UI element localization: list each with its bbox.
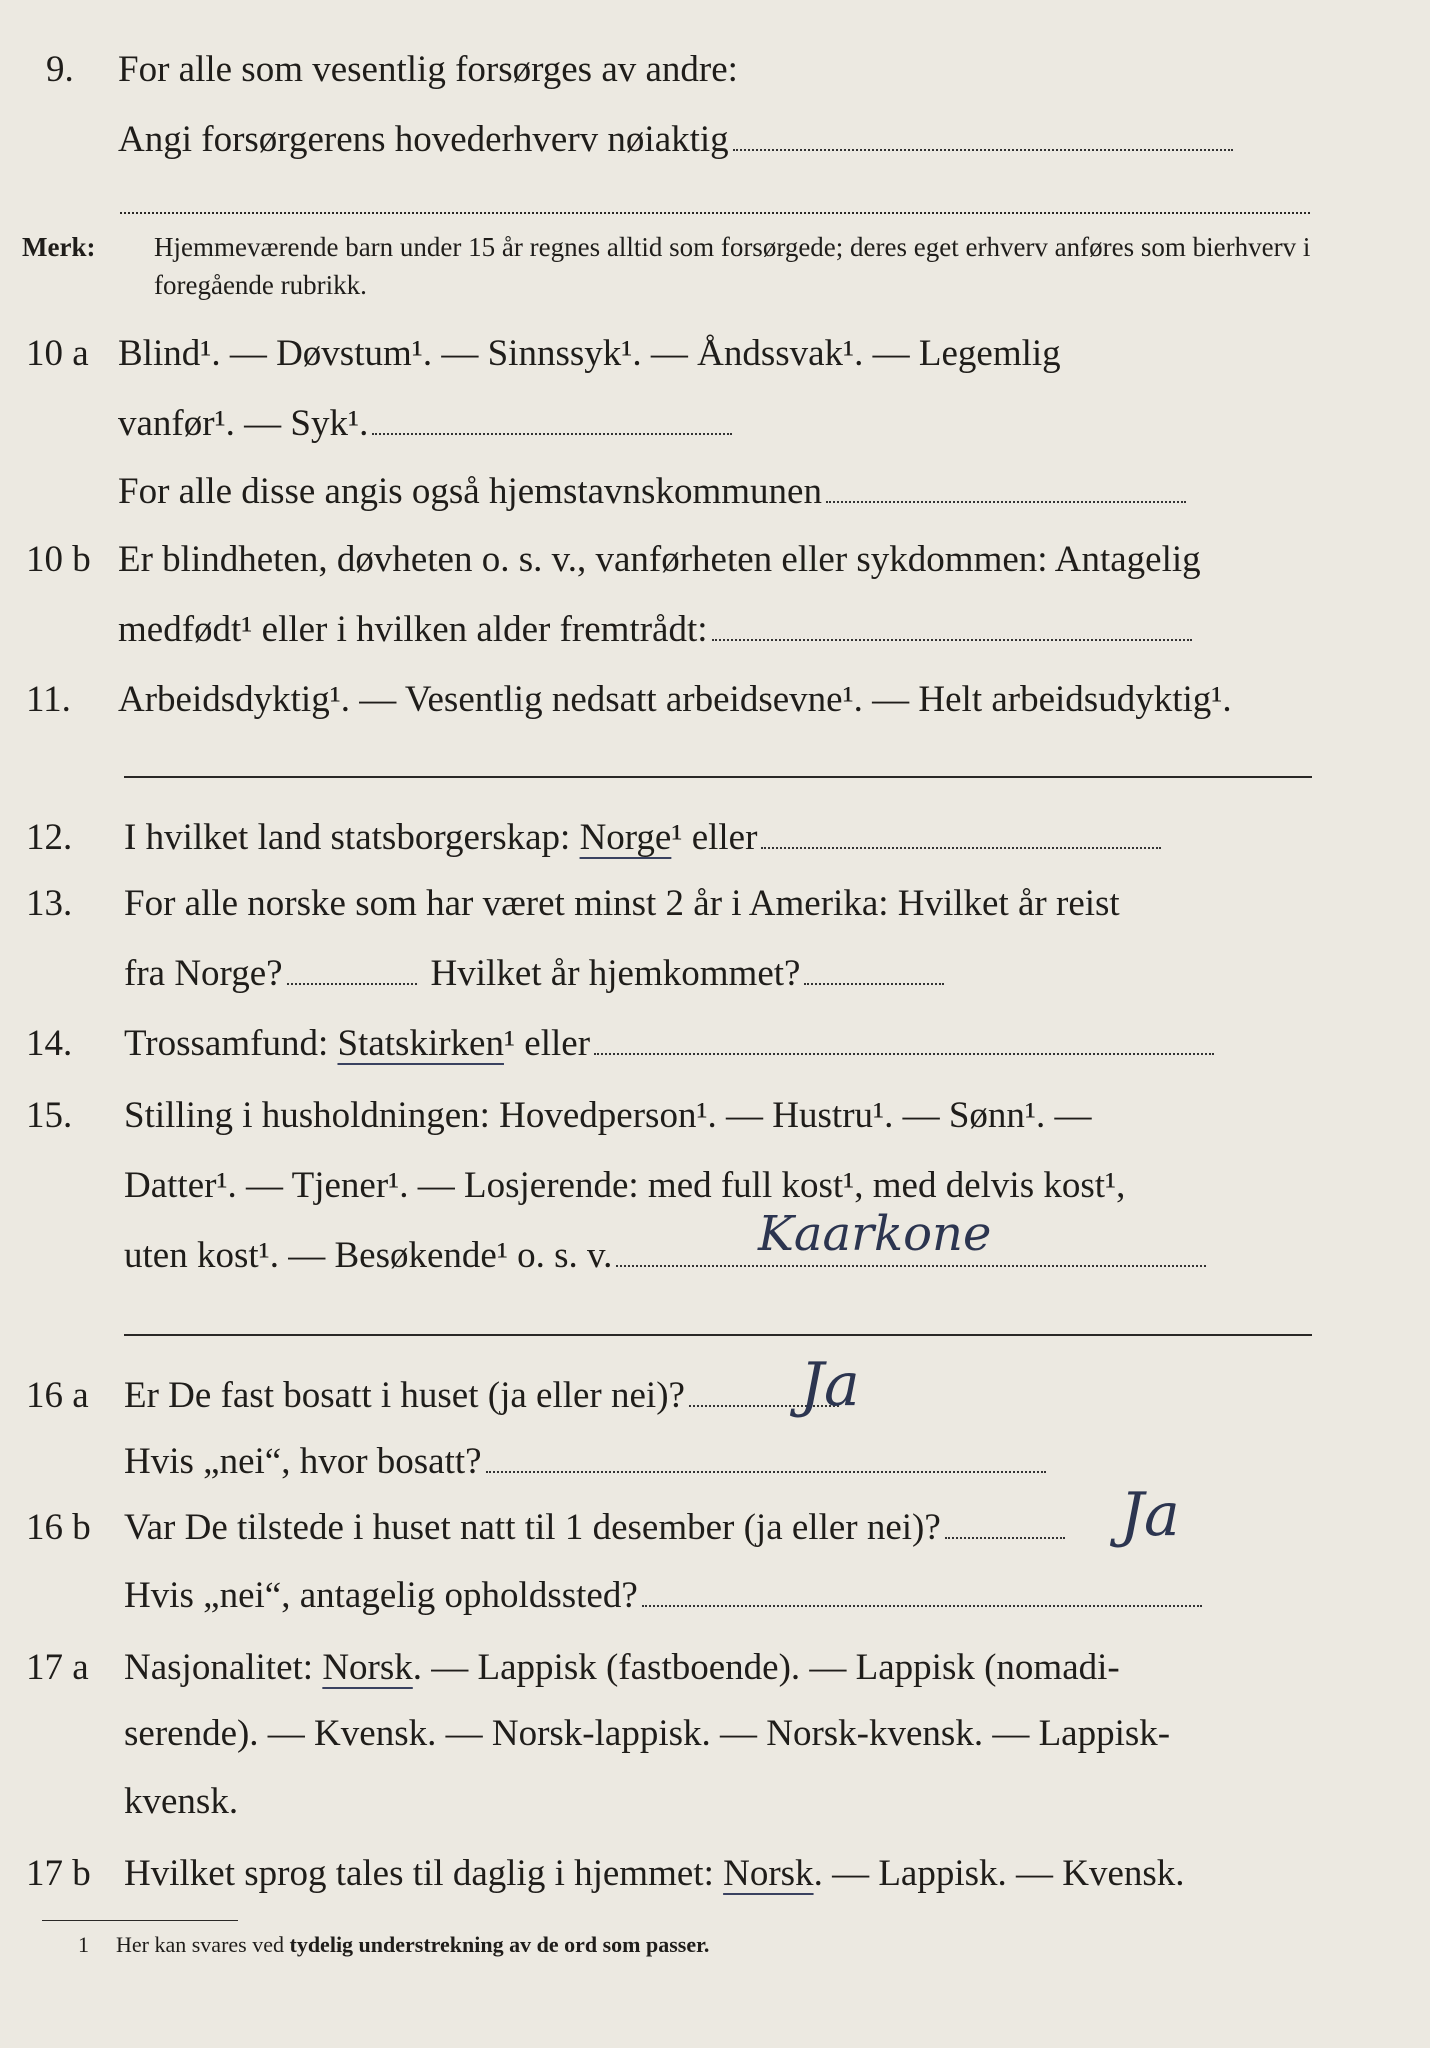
- item-10a-line2: [0, 394, 1430, 454]
- answer-field[interactable]: [826, 500, 1186, 503]
- item-text: Var De tilstede i huset natt til 1 desember (ja eller nei)?: [124, 1507, 941, 1548]
- item-16a-line1: [0, 1366, 1430, 1426]
- answer-field[interactable]: [486, 1470, 1046, 1473]
- item-text: fra Norge?: [124, 953, 283, 994]
- section-divider: [124, 1334, 1312, 1336]
- item-16a-line2: [0, 1432, 1430, 1492]
- item-text: Er blindheten, døvheten o. s. v., vanførheten eller sykdommen: Antagelig: [118, 539, 1201, 580]
- item-16b-line1: [0, 1498, 1430, 1558]
- item-text: Hvis „nei“, hvor bosatt?: [124, 1441, 482, 1482]
- answer-field[interactable]: [804, 982, 944, 985]
- item-15-line2: [0, 1156, 1430, 1216]
- item-10b-line2: [0, 600, 1430, 660]
- item-text: kvensk.: [124, 1781, 239, 1822]
- answer-field[interactable]: [616, 1264, 1206, 1267]
- item-text: Datter¹. — Tjener¹. — Losjerende: med full kost¹, med delvis kost¹,: [124, 1165, 1126, 1206]
- item-number: 16 b: [26, 1507, 91, 1548]
- underlined-answer: Statskirken: [337, 1023, 504, 1064]
- item-number: 13.: [26, 883, 73, 924]
- item-text: medfødt¹ eller i hvilken alder fremtrådt:: [118, 609, 708, 650]
- item-text: Hvis „nei“, antagelig opholdssted?: [124, 1575, 638, 1616]
- item-text: vanfør¹. — Syk¹.: [118, 403, 369, 444]
- item-10a-line3: [0, 462, 1430, 522]
- answer-field[interactable]: [761, 846, 1161, 849]
- item-16b-line2: [0, 1566, 1430, 1626]
- item-text: Stilling i husholdningen: Hovedperson¹. — Hustru¹. — Sønn¹. —: [124, 1095, 1092, 1136]
- item-number: 9.: [46, 49, 74, 90]
- underlined-answer: Norsk: [322, 1647, 413, 1688]
- note-text: Hjemmeværende barn under 15 år regnes alltid som forsørgede; deres eget erhverv anføres som bierhverv i foregående rubrikk.: [154, 232, 1311, 300]
- answer-field[interactable]: [642, 1604, 1202, 1607]
- item-number: 12.: [26, 817, 73, 858]
- item-text: Angi forsørgerens hovederhverv nøiaktig: [118, 119, 729, 160]
- answer-field[interactable]: [945, 1536, 1065, 1539]
- answer-field-line[interactable]: [120, 212, 1310, 214]
- footnote-text: Her kan svares ved: [116, 1932, 290, 1957]
- item-9-line1: [0, 40, 1430, 100]
- item-17a-line1: [0, 1638, 1430, 1698]
- item-15-line3: [0, 1226, 1430, 1286]
- item-number: 17 b: [26, 1853, 91, 1894]
- footnote-emphasis: tydelig understrekning av de ord som passer.: [289, 1932, 710, 1957]
- item-10a-line1: [0, 324, 1430, 384]
- section-divider: [124, 776, 1312, 778]
- item-number: 16 a: [26, 1375, 89, 1416]
- answer-field[interactable]: [712, 638, 1192, 641]
- item-9-line2: [0, 110, 1430, 170]
- footnote-divider: [42, 1920, 238, 1921]
- item-10b-line1: [0, 530, 1430, 590]
- item-text: serende). — Kvensk. — Norsk-lappisk. — Norsk-kvensk. — Lappisk-: [124, 1713, 1171, 1754]
- footnote-mark: 1: [78, 1932, 89, 1957]
- item-text: ¹ eller: [671, 817, 758, 858]
- item-text: uten kost¹. — Besøkende¹ o. s. v.: [124, 1235, 613, 1276]
- handwritten-answer: Ja: [1120, 1480, 1180, 1550]
- item-number: 14.: [26, 1023, 73, 1064]
- answer-field[interactable]: [287, 982, 417, 985]
- item-text: Nasjonalitet:: [124, 1647, 323, 1688]
- underlined-answer: Norsk: [723, 1853, 814, 1894]
- item-17a-line2: [0, 1704, 1430, 1764]
- item-text: Trossamfund:: [124, 1023, 338, 1064]
- item-number: 10 b: [26, 539, 91, 580]
- handwritten-answer: Ja: [800, 1350, 860, 1420]
- note-label: Merk:: [22, 232, 96, 262]
- item-text: I hvilket land statsborgerskap:: [124, 817, 580, 858]
- item-text: For alle norske som har været minst 2 år i Amerika: Hvilket år reist: [124, 883, 1120, 924]
- item-17b: [0, 1844, 1430, 1904]
- item-15-line1: [0, 1086, 1430, 1146]
- item-text: For alle som vesentlig forsørges av andre:: [118, 49, 738, 90]
- item-13-line2: [0, 944, 1430, 1004]
- item-number: 10 a: [26, 333, 89, 374]
- answer-field[interactable]: [594, 1052, 1214, 1055]
- underlined-answer: Norge: [579, 817, 672, 858]
- item-text: Hvilket sprog tales til daglig i hjemmet:: [124, 1853, 724, 1894]
- item-text: . — Lappisk. — Kvensk.: [813, 1853, 1185, 1894]
- item-13-line1: [0, 874, 1430, 934]
- item-text: Er De fast bosatt i huset (ja eller nei)?: [124, 1375, 685, 1416]
- item-text: Arbeidsdyktig¹. — Vesentlig nedsatt arbeidsevne¹. — Helt arbeidsudyktig¹.: [118, 679, 1232, 720]
- item-text: . — Lappisk (fastboende). — Lappisk (nomadi-: [412, 1647, 1120, 1688]
- item-number: 15.: [26, 1095, 73, 1136]
- item-number: 17 a: [26, 1647, 89, 1688]
- item-text: Hvilket år hjemkommet?: [430, 953, 801, 994]
- item-17a-line3: [0, 1772, 1430, 1832]
- item-number: 11.: [26, 679, 71, 720]
- item-text: For alle disse angis også hjemstavnskommunen: [118, 471, 822, 512]
- answer-field[interactable]: [733, 148, 1233, 151]
- handwritten-answer: Kaarkone: [758, 1206, 992, 1262]
- item-12: [0, 808, 1430, 868]
- answer-field[interactable]: [372, 432, 732, 435]
- item-text: ¹ eller: [503, 1023, 591, 1064]
- item-text: Blind¹. — Døvstum¹. — Sinnssyk¹. — Åndssvak¹. — Legemlig: [118, 333, 1061, 374]
- item-11: [0, 670, 1430, 730]
- item-14: [0, 1014, 1430, 1074]
